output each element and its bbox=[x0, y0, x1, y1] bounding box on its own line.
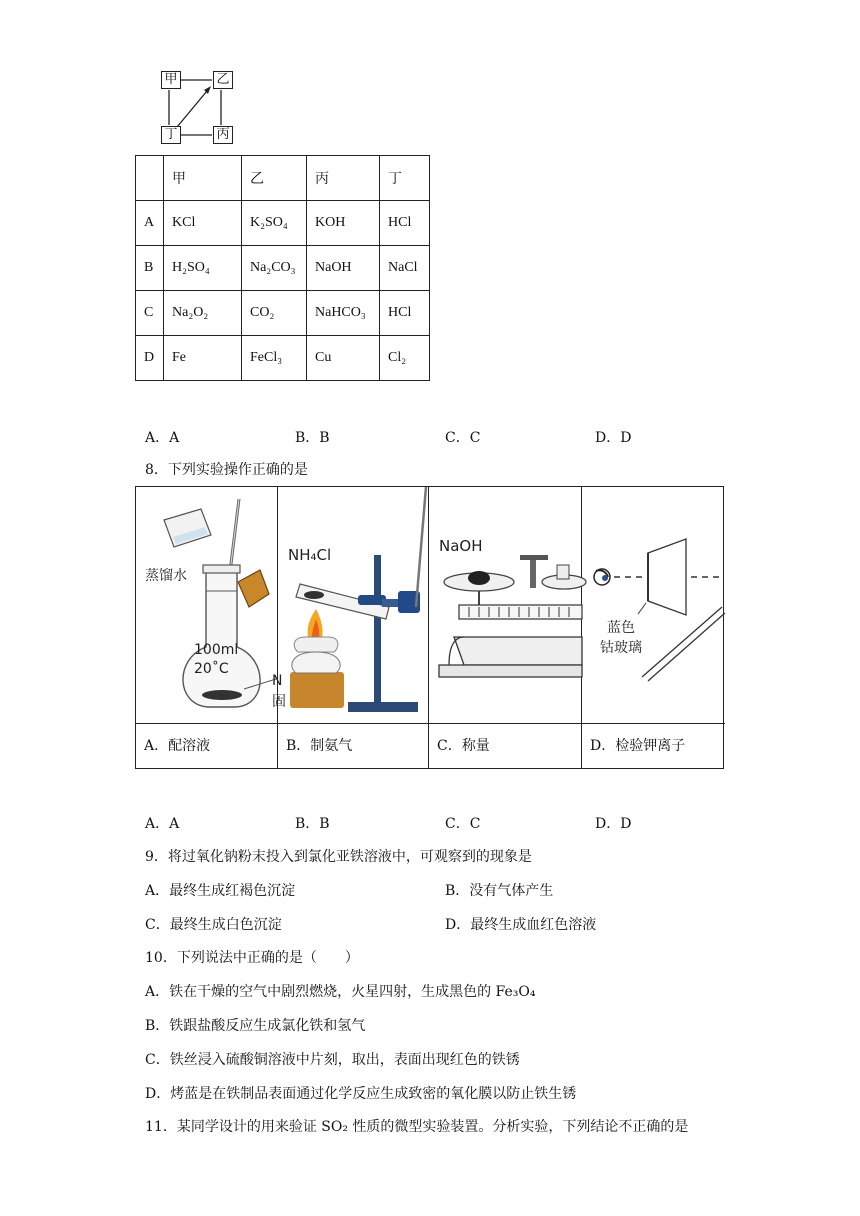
table-cell: KCl bbox=[164, 201, 242, 246]
q7-option-b[interactable]: B．B bbox=[295, 430, 330, 446]
node-bing: 丙 bbox=[213, 126, 233, 144]
table-cell: CO₂ bbox=[242, 291, 307, 336]
q7-option-a[interactable]: A．A bbox=[145, 430, 180, 446]
label-cut-gu: 固 bbox=[272, 694, 286, 710]
panel-a-image bbox=[136, 487, 286, 723]
table-cell: FeCl₃ bbox=[242, 336, 307, 381]
table-cell: Na₂CO₃ bbox=[242, 246, 307, 291]
caption-d: D．检验钾离子 bbox=[582, 723, 725, 768]
caption-c: C．称量 bbox=[429, 723, 582, 768]
q10-option-a[interactable]: A．铁在干燥的空气中剧烈燃烧，火星四射，生成黑色的 Fe₃O₄ bbox=[145, 984, 536, 1000]
table-header-row bbox=[136, 156, 430, 201]
q10-option-b[interactable]: B．铁跟盐酸反应生成氯化铁和氢气 bbox=[145, 1018, 366, 1034]
q9-stem: 9．将过氧化钠粉末投入到氯化亚铁溶液中，可观察到的现象是 bbox=[145, 849, 532, 865]
table-cell: Cl₂ bbox=[380, 336, 430, 381]
label-cut-n: N bbox=[272, 673, 283, 689]
q9-option-b[interactable]: B．没有气体产生 bbox=[445, 883, 554, 899]
node-jia: 甲 bbox=[161, 71, 181, 89]
table-row bbox=[136, 246, 430, 291]
table-cell: 丁 bbox=[380, 156, 430, 201]
table-cell: HCl bbox=[380, 201, 430, 246]
panel-c-image bbox=[429, 487, 582, 723]
ammonia-setup-illustration bbox=[278, 487, 429, 723]
caption-a: A．配溶液 bbox=[136, 723, 278, 768]
table-cell bbox=[136, 156, 164, 201]
table-cell: KOH bbox=[307, 201, 380, 246]
panel-b-image bbox=[278, 487, 429, 723]
label-water: 蒸馏水 bbox=[145, 568, 187, 584]
table-cell: Cu bbox=[307, 336, 380, 381]
table-cell: H₂SO₄ bbox=[164, 246, 242, 291]
table-cell: A bbox=[136, 201, 164, 246]
q10-option-c[interactable]: C．铁丝浸入硫酸铜溶液中片刻，取出，表面出现红色的铁锈 bbox=[145, 1052, 520, 1068]
q8-option-d[interactable]: D．D bbox=[595, 816, 632, 832]
node-yi: 乙 bbox=[213, 71, 233, 89]
table-cell: Fe bbox=[164, 336, 242, 381]
label-nh4cl: NH₄Cl bbox=[288, 546, 332, 564]
q7-option-d[interactable]: D．D bbox=[595, 430, 632, 446]
q9-option-d[interactable]: D．最终生成血红色溶液 bbox=[445, 917, 597, 933]
q10-option-d[interactable]: D．烤蓝是在铁制品表面通过化学反应生成致密的氧化膜以防止铁生锈 bbox=[145, 1086, 577, 1102]
label-cobalt-glass: 钴玻璃 bbox=[600, 640, 642, 656]
balance-illustration bbox=[429, 487, 582, 723]
label-flask-volume: 100ml bbox=[194, 642, 239, 658]
table-row bbox=[136, 291, 430, 336]
q8-option-c[interactable]: C．C bbox=[445, 816, 481, 832]
caption-b: B．制氨气 bbox=[278, 723, 429, 768]
panel-d-image bbox=[582, 487, 725, 723]
table-row bbox=[136, 201, 430, 246]
table-cell: B bbox=[136, 246, 164, 291]
q7-table bbox=[135, 155, 430, 381]
table-cell: 丙 bbox=[307, 156, 380, 201]
table-cell: D bbox=[136, 336, 164, 381]
table-row bbox=[136, 336, 430, 381]
table-cell: 甲 bbox=[164, 156, 242, 201]
q9-option-c[interactable]: C．最终生成白色沉淀 bbox=[145, 917, 282, 933]
table-cell: NaCl bbox=[380, 246, 430, 291]
q8-option-a[interactable]: A．A bbox=[145, 816, 180, 832]
q8-stem: 8．下列实验操作正确的是 bbox=[145, 462, 308, 478]
q8-experiment-table bbox=[135, 486, 724, 769]
label-blue: 蓝色 bbox=[607, 620, 635, 636]
q9-option-a[interactable]: A．最终生成红褐色沉淀 bbox=[145, 883, 296, 899]
table-cell: 乙 bbox=[242, 156, 307, 201]
q7-option-c[interactable]: C．C bbox=[445, 430, 481, 446]
label-flask-temp: 20˚C bbox=[194, 661, 229, 677]
table-cell: K₂SO₄ bbox=[242, 201, 307, 246]
label-naoh: NaOH bbox=[439, 537, 483, 555]
q8-option-b[interactable]: B．B bbox=[295, 816, 330, 832]
volumetric-flask-illustration bbox=[136, 487, 286, 723]
table-cell: HCl bbox=[380, 291, 430, 336]
table-cell: Na₂O₂ bbox=[164, 291, 242, 336]
table-cell: NaHCO₃ bbox=[307, 291, 380, 336]
node-ding: 丁 bbox=[161, 126, 181, 144]
q11-stem: 11．某同学设计的用来验证 SO₂ 性质的微型实验装置。分析实验，下列结论不正确的是 bbox=[145, 1119, 689, 1135]
table-cell: C bbox=[136, 291, 164, 336]
flame-test-illustration bbox=[582, 487, 725, 723]
table-cell: NaOH bbox=[307, 246, 380, 291]
q10-stem: 10．下列说法中正确的是（ ） bbox=[145, 950, 359, 966]
